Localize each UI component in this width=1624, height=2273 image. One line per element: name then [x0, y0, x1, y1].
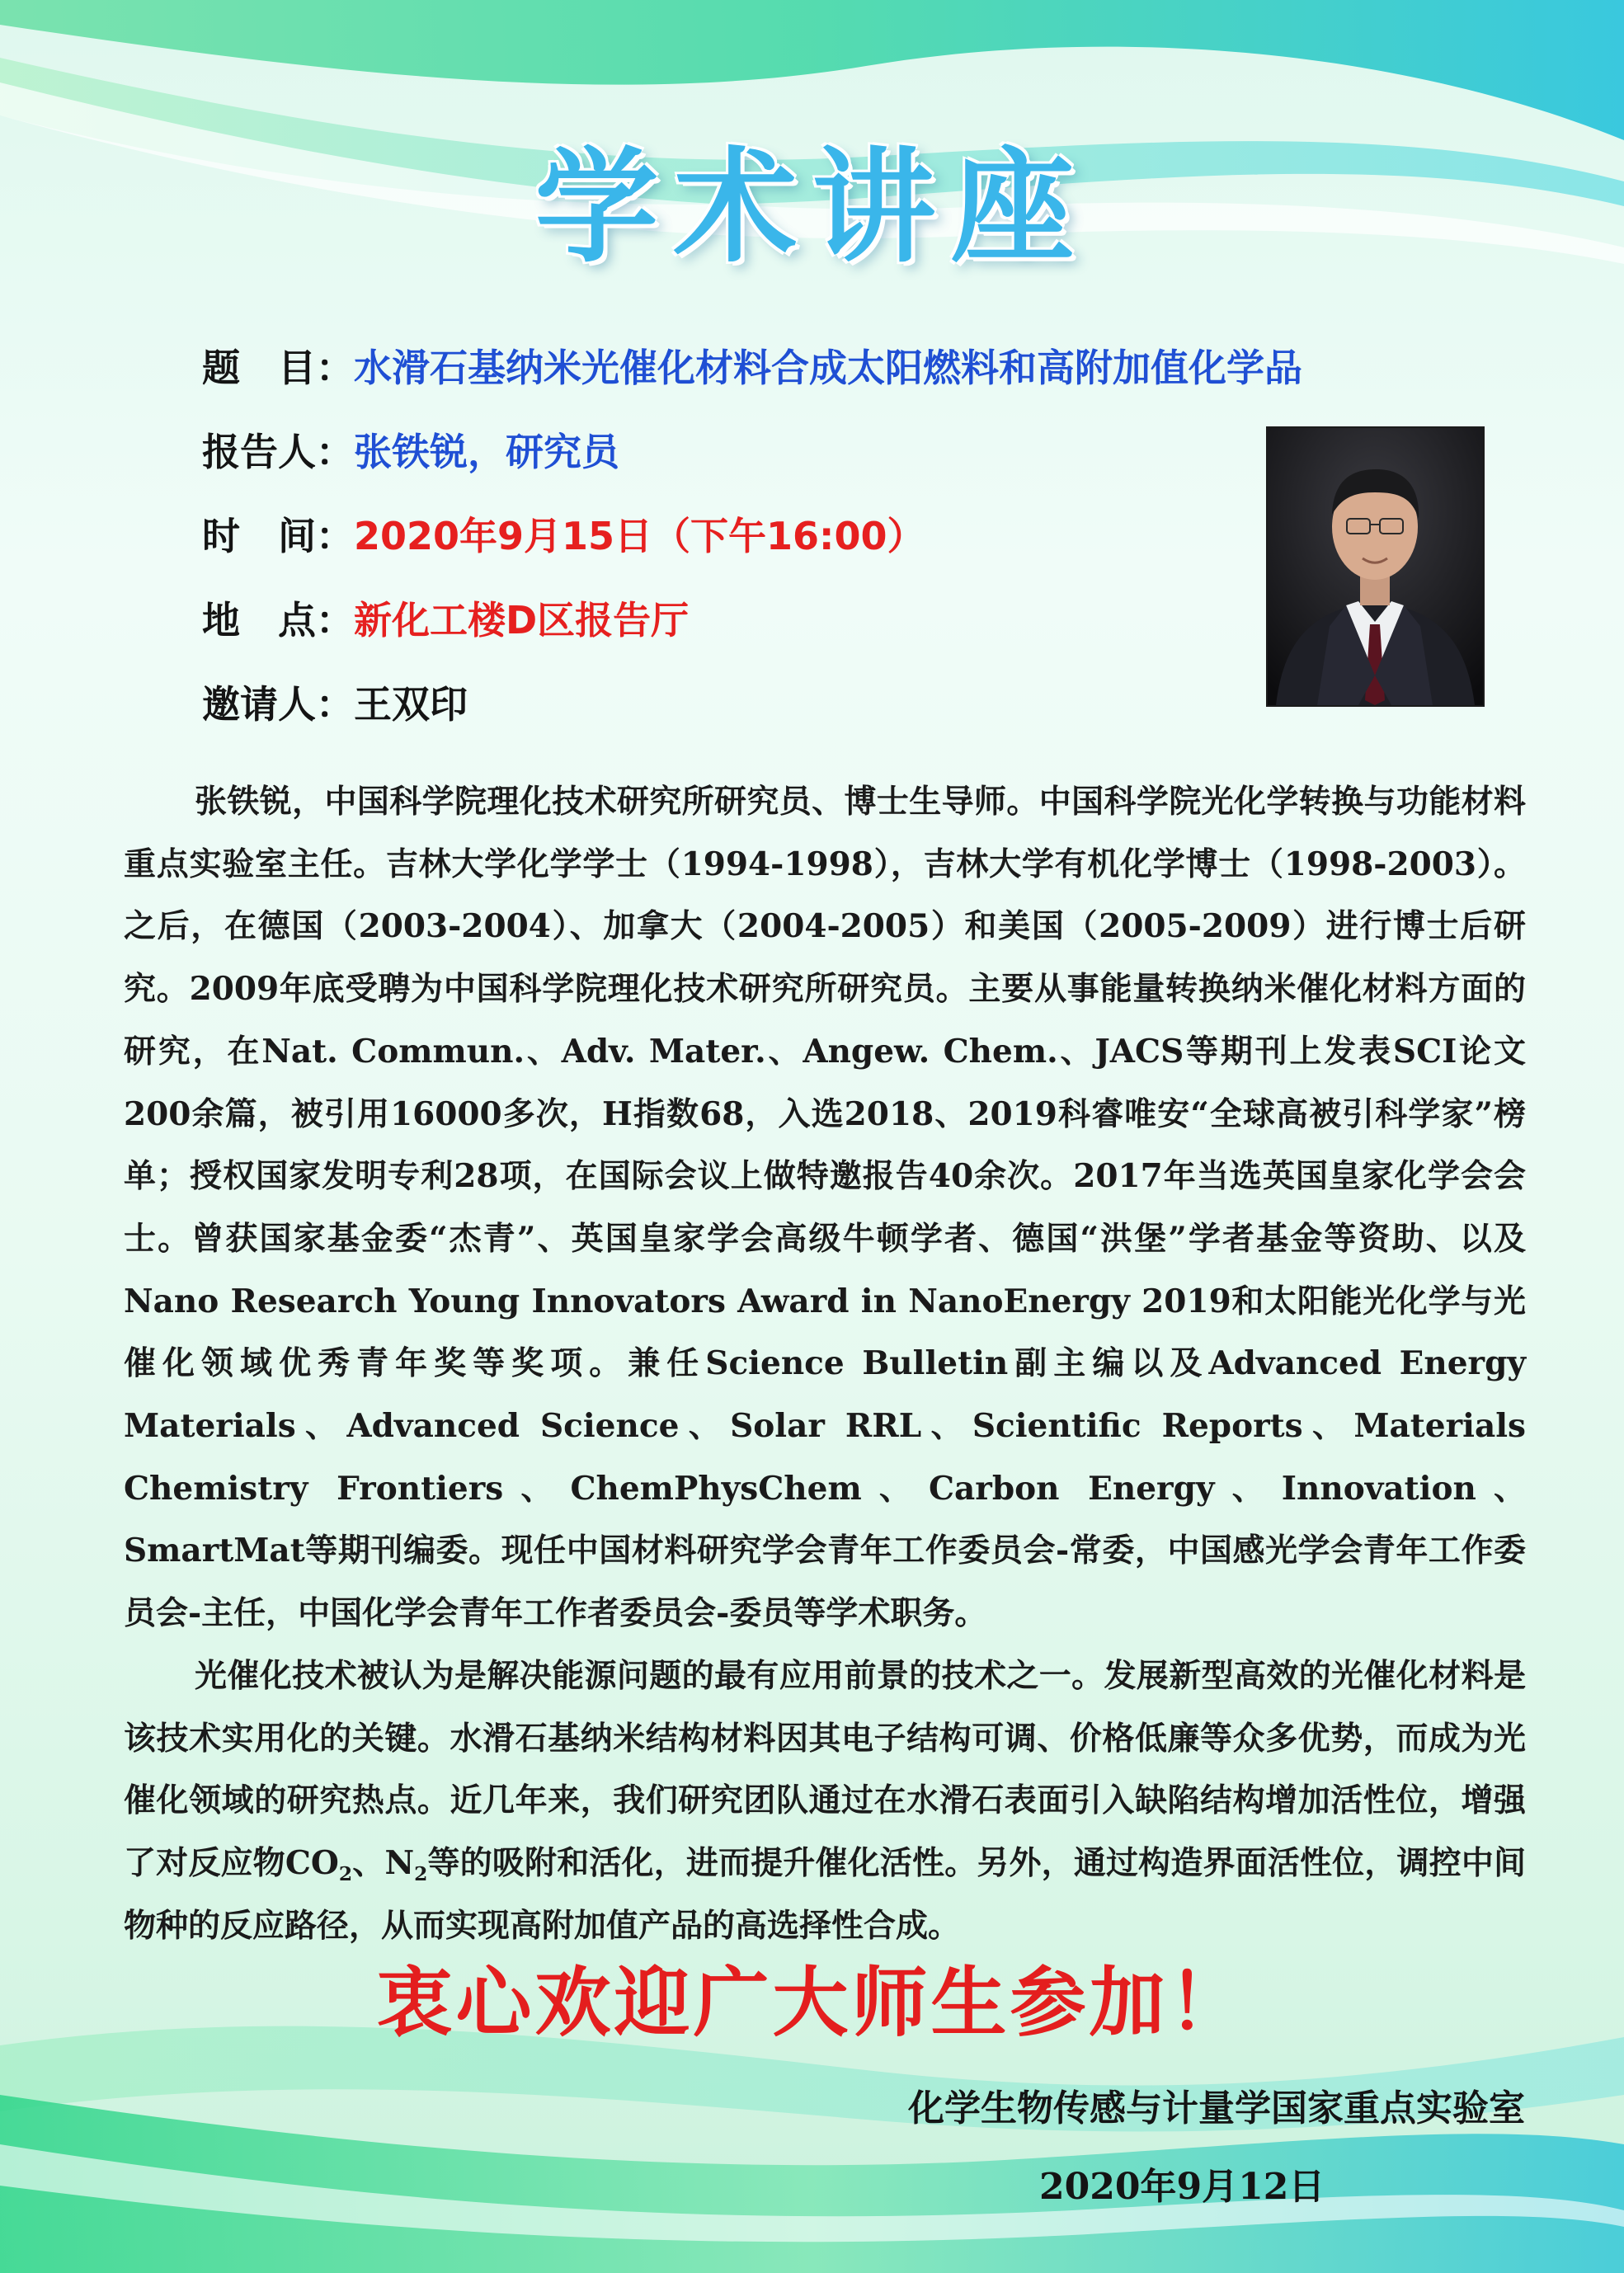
speaker-bio: 张铁锐，中国科学院理化技术研究所研究员、博士生导师。中国科学院光化学转换与功能材料重点实验室主任。吉林大学化学学士（1994-1998），吉林大学有机化学博士（1998-2003）。之后，在德国（2003-2004）、加拿大（2004-2005）和美国（2005-2009）进行博士后研究。2009年底受聘为中国科学院理化技术研究所研究员。主要从事能量转换纳米催化材料方面的研究，在Nat. Commun.、Adv. Mater.、Angew. Chem.、JACS等期刊上发表SCI论文200余篇，被引用16000多次，H指数68，入选2018、2019科睿唯安“全球高被引科学家”榜单；授权国家发明专利28项，在国际会议上做特邀报告40余次。2017年当选英国皇家化学会会士。曾获国家基金委“杰青”、英国皇家学会高级牛顿学者、德国“洪堡”学者基金等资助、以及Nano Research Young Innovators Award in NanoEnergy 2019和太阳能光化学与光催化领域优秀青年奖等奖项。兼任Science Bulletin副主编以及Advanced Energy Materials、Advanced Science、Solar RRL、Scientific Reports、Materials Chemistry Frontiers、ChemPhysChem、Carbon Energy、Innovation、SmartMat等期刊编委。现任中国材料研究学会青年工作委员会-常委，中国感光学会青年工作委员会-主任，中国化学会青年工作者委员会-委员等学术职务。 — [124, 783, 1526, 1633]
abstract-part-2: 、N — [352, 1843, 415, 1882]
speaker-value: 张铁锐，研究员 — [354, 430, 619, 474]
poster-title: 学术讲座 — [534, 136, 1090, 280]
topic-label: 题 目： — [202, 346, 354, 390]
time-value: 2020年9月15日（下午16:00） — [354, 514, 925, 558]
info-row-location — [202, 591, 1302, 675]
issue-date: 2020年9月12日 — [1039, 2166, 1325, 2208]
lecture-abstract — [124, 1645, 1526, 1958]
topic-value: 水滑石基纳米光催化材料合成太阳燃料和高附加值化学品 — [354, 346, 1302, 390]
info-row-time — [202, 506, 1302, 591]
host-value: 王双印 — [354, 682, 468, 727]
welcome-message: 衷心欢迎广大师生参加！ — [376, 1958, 1248, 2047]
info-row-speaker — [202, 422, 1302, 506]
info-row-topic — [202, 338, 1302, 422]
co2-subscript: 2 — [338, 1862, 353, 1886]
n2-subscript: 2 — [414, 1862, 428, 1886]
info-row-host — [202, 675, 1302, 759]
organizer-name: 化学生物传感与计量学国家重点实验室 — [908, 2087, 1525, 2129]
host-label: 邀请人： — [202, 682, 354, 727]
speaker-bio-and-abstract — [124, 771, 1526, 1957]
location-value: 新化工楼D区报告厅 — [354, 598, 690, 642]
time-label: 时 间： — [202, 514, 354, 558]
lecture-info — [202, 338, 1302, 759]
abstract-part-3: 等的吸附和活化，进而提升催化活性。另外，通过构造界面活性位，调控中间物种的反应路径，从而实现高附加值产品的高选择性合成。 — [124, 1843, 1526, 1945]
location-label: 地 点： — [202, 598, 354, 642]
speaker-photo — [1266, 426, 1485, 707]
speaker-label: 报告人： — [202, 430, 354, 474]
abstract-part-1: 光催化技术被认为是解决能源问题的最有应用前景的技术之一。发展新型高效的光催化材料是该技术实用化的关键。水滑石基纳米结构材料因其电子结构可调、价格低廉等众多优势，而成为光催化领域的研究热点。近几年来，我们研究团队通过在水滑石表面引入缺陷结构增加活性位，增强了对反应物CO — [124, 1656, 1526, 1882]
speaker-portrait-illustration — [1268, 428, 1483, 705]
